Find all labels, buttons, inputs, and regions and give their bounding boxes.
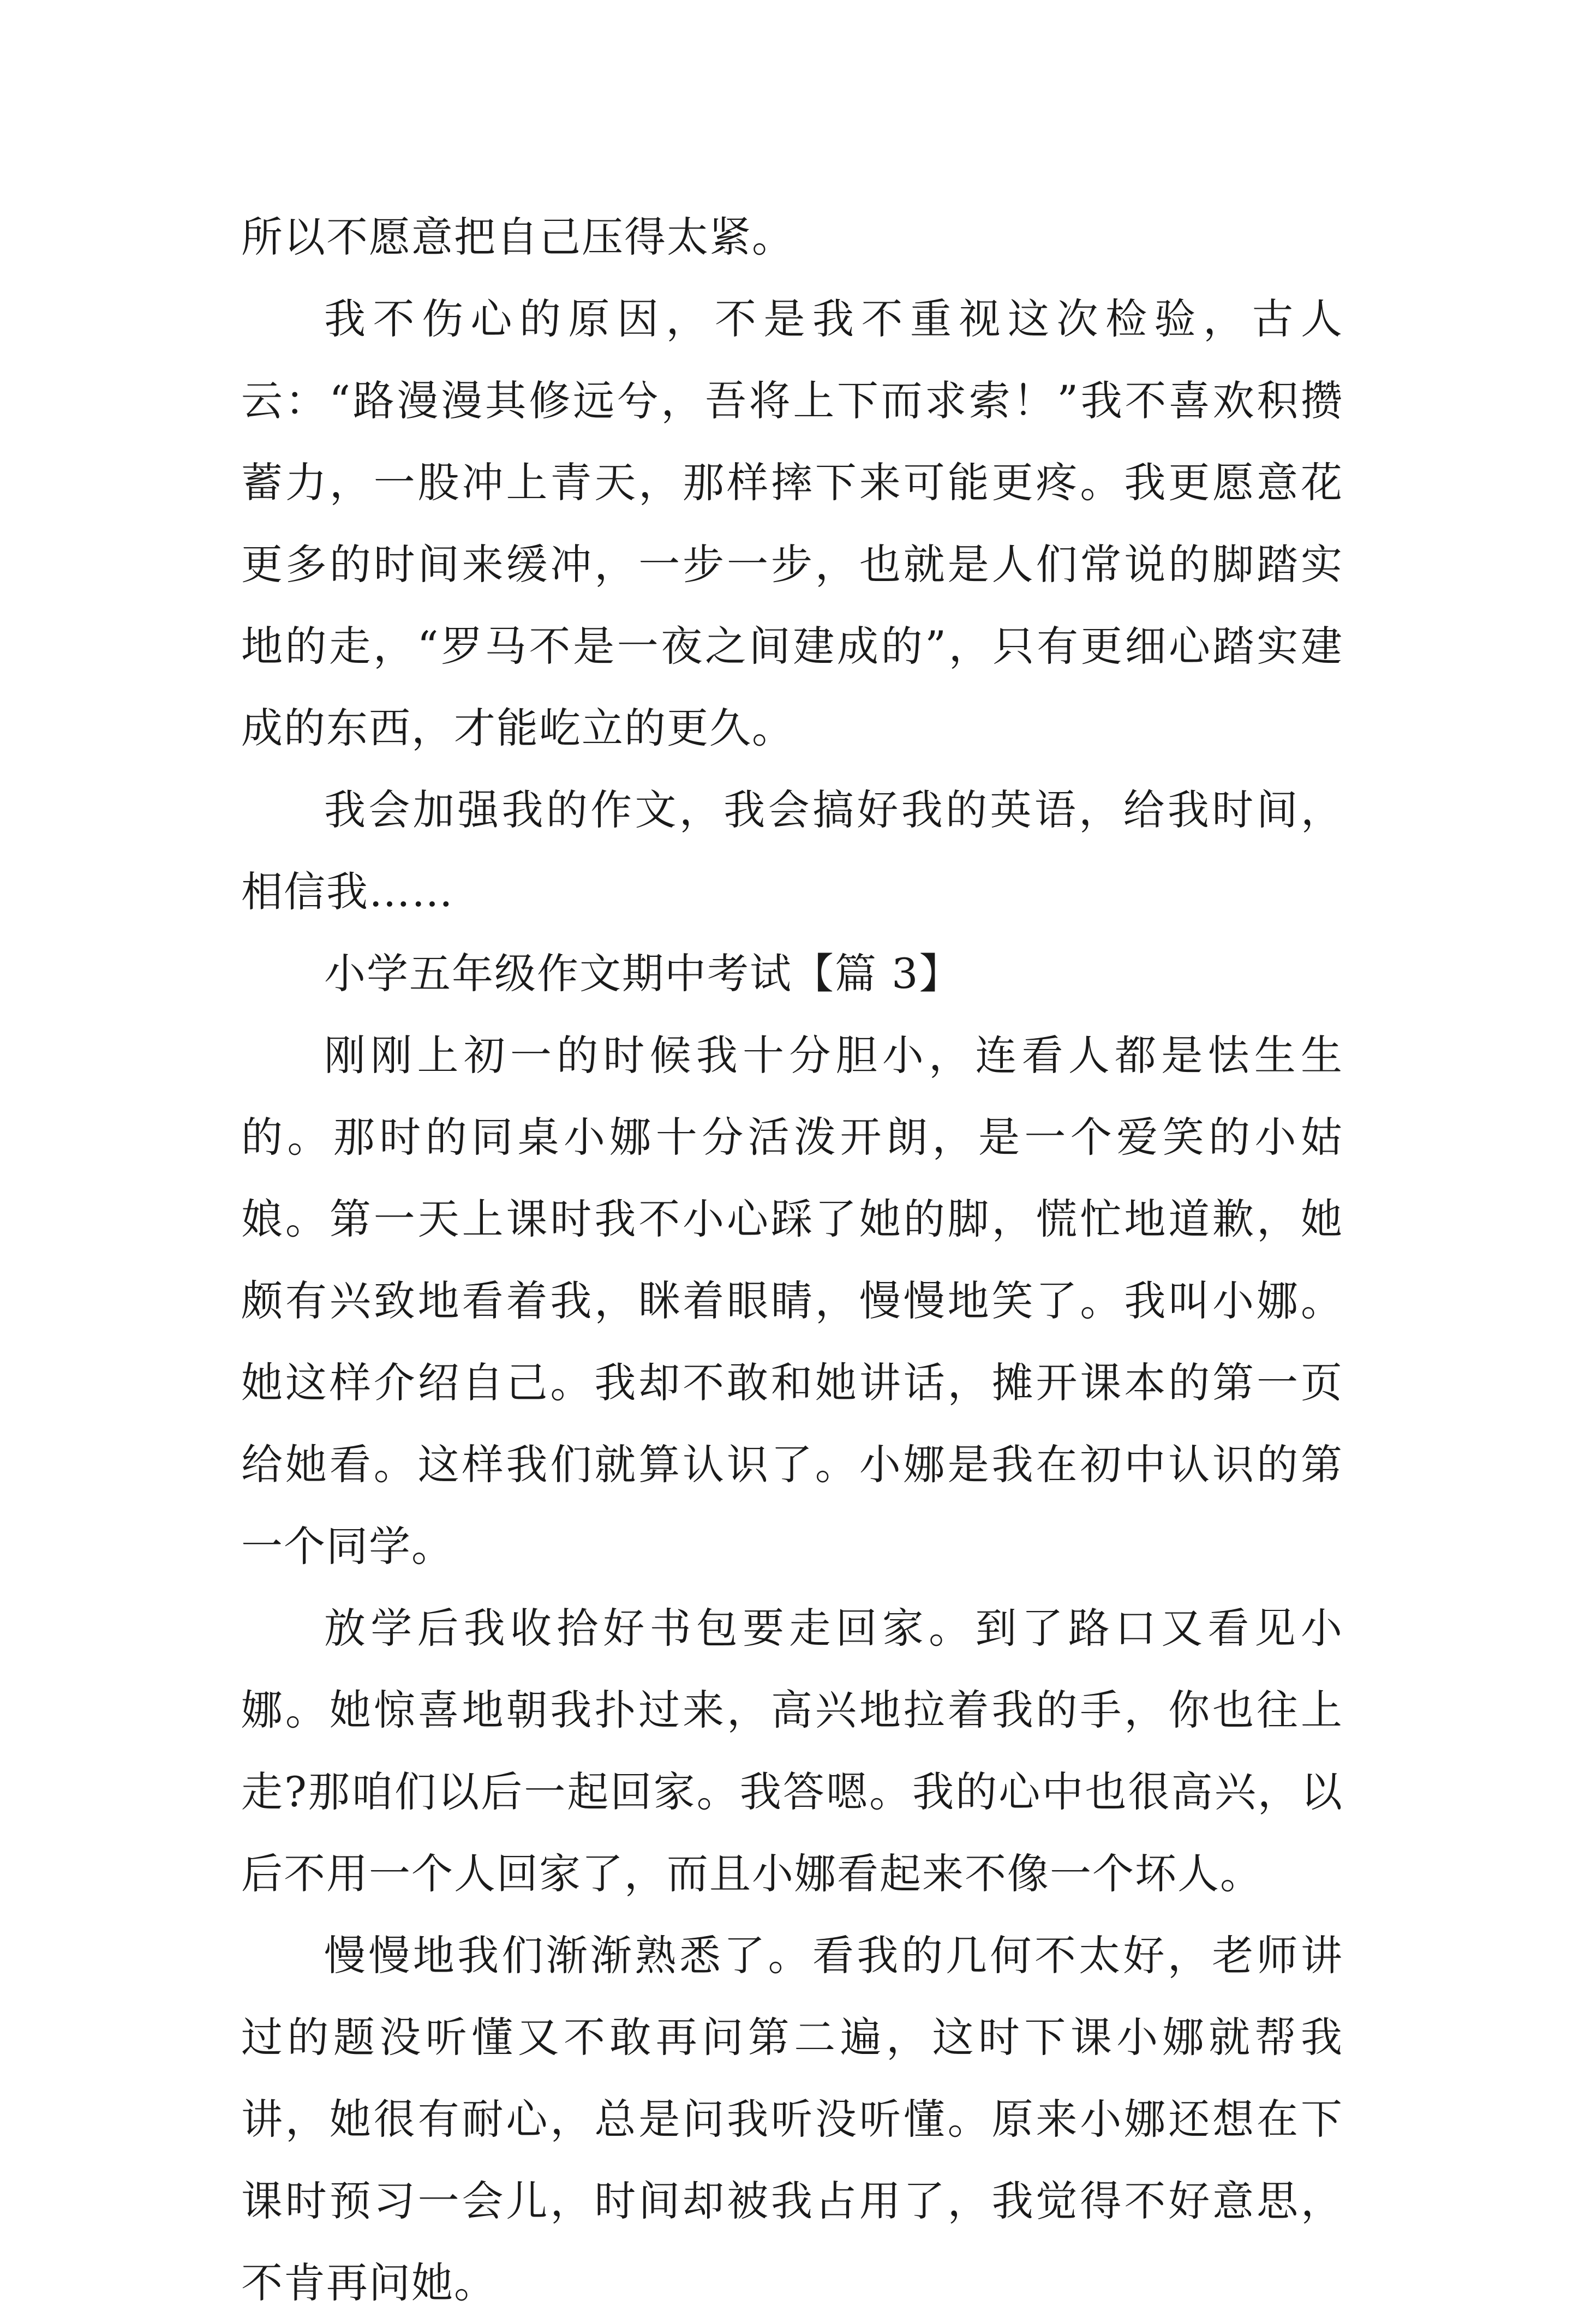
- paragraph-promise: 我会加强我的作文，我会搞好我的英语，给我时间，相信我……: [241, 786, 1343, 916]
- section-heading: 小学五年级作文期中考试【篇 3】: [324, 949, 962, 998]
- paragraph-first-meeting: 刚刚上初一的时候我十分胆小，连看人都是怯生生的。那时的同桌小娜十分活泼开朗，是一个爱笑的小姑娘。第一天上课时我不小心踩了她的脚，慌忙地道歉，她颇有兴致地看着我，眯着眼睛，慢慢地笑了。我叫小娜。她这样介绍自己。我却不敢和她讲话，摊开课本的第一页给她看。这样我们就算认识了。小娜是我在初中认识的第一个同学。: [241, 1031, 1343, 1571]
- paragraph-continuation: 所以不愿意把自己压得太紧。: [241, 213, 794, 261]
- document-body: [241, 196, 1343, 2324]
- paragraph-walk-home: 放学后我收拾好书包要走回家。到了路口又看见小娜。她惊喜地朝我扑过来，高兴地拉着我的手，你也往上走?那咱们以后一起回家。我答嗯。我的心中也很高兴，以后不用一个人回家了，而且小娜看起来不像一个坏人。: [241, 1604, 1343, 1898]
- paragraph-geometry-help: 慢慢地我们渐渐熟悉了。看我的几何不太好，老师讲过的题没听懂又不敢再问第二遍，这时下课小娜就帮我讲，她很有耐心，总是问我听没听懂。原来小娜还想在下课时预习一会儿，时间却被我占用了，我觉得不好意思，不肯再问她。: [241, 1931, 1343, 2307]
- paragraph-reason: 我不伤心的原因，不是我不重视这次检验，古人云：“路漫漫其修远兮，吾将上下而求索！”我不喜欢积攒蓄力，一股冲上青天，那样摔下来可能更疼。我更愿意花更多的时间来缓冲，一步一步，也就是人们常说的脚踏实地的走，“罗马不是一夜之间建成的”，只有更细心踏实建成的东西，才能屹立的更久。: [241, 295, 1343, 752]
